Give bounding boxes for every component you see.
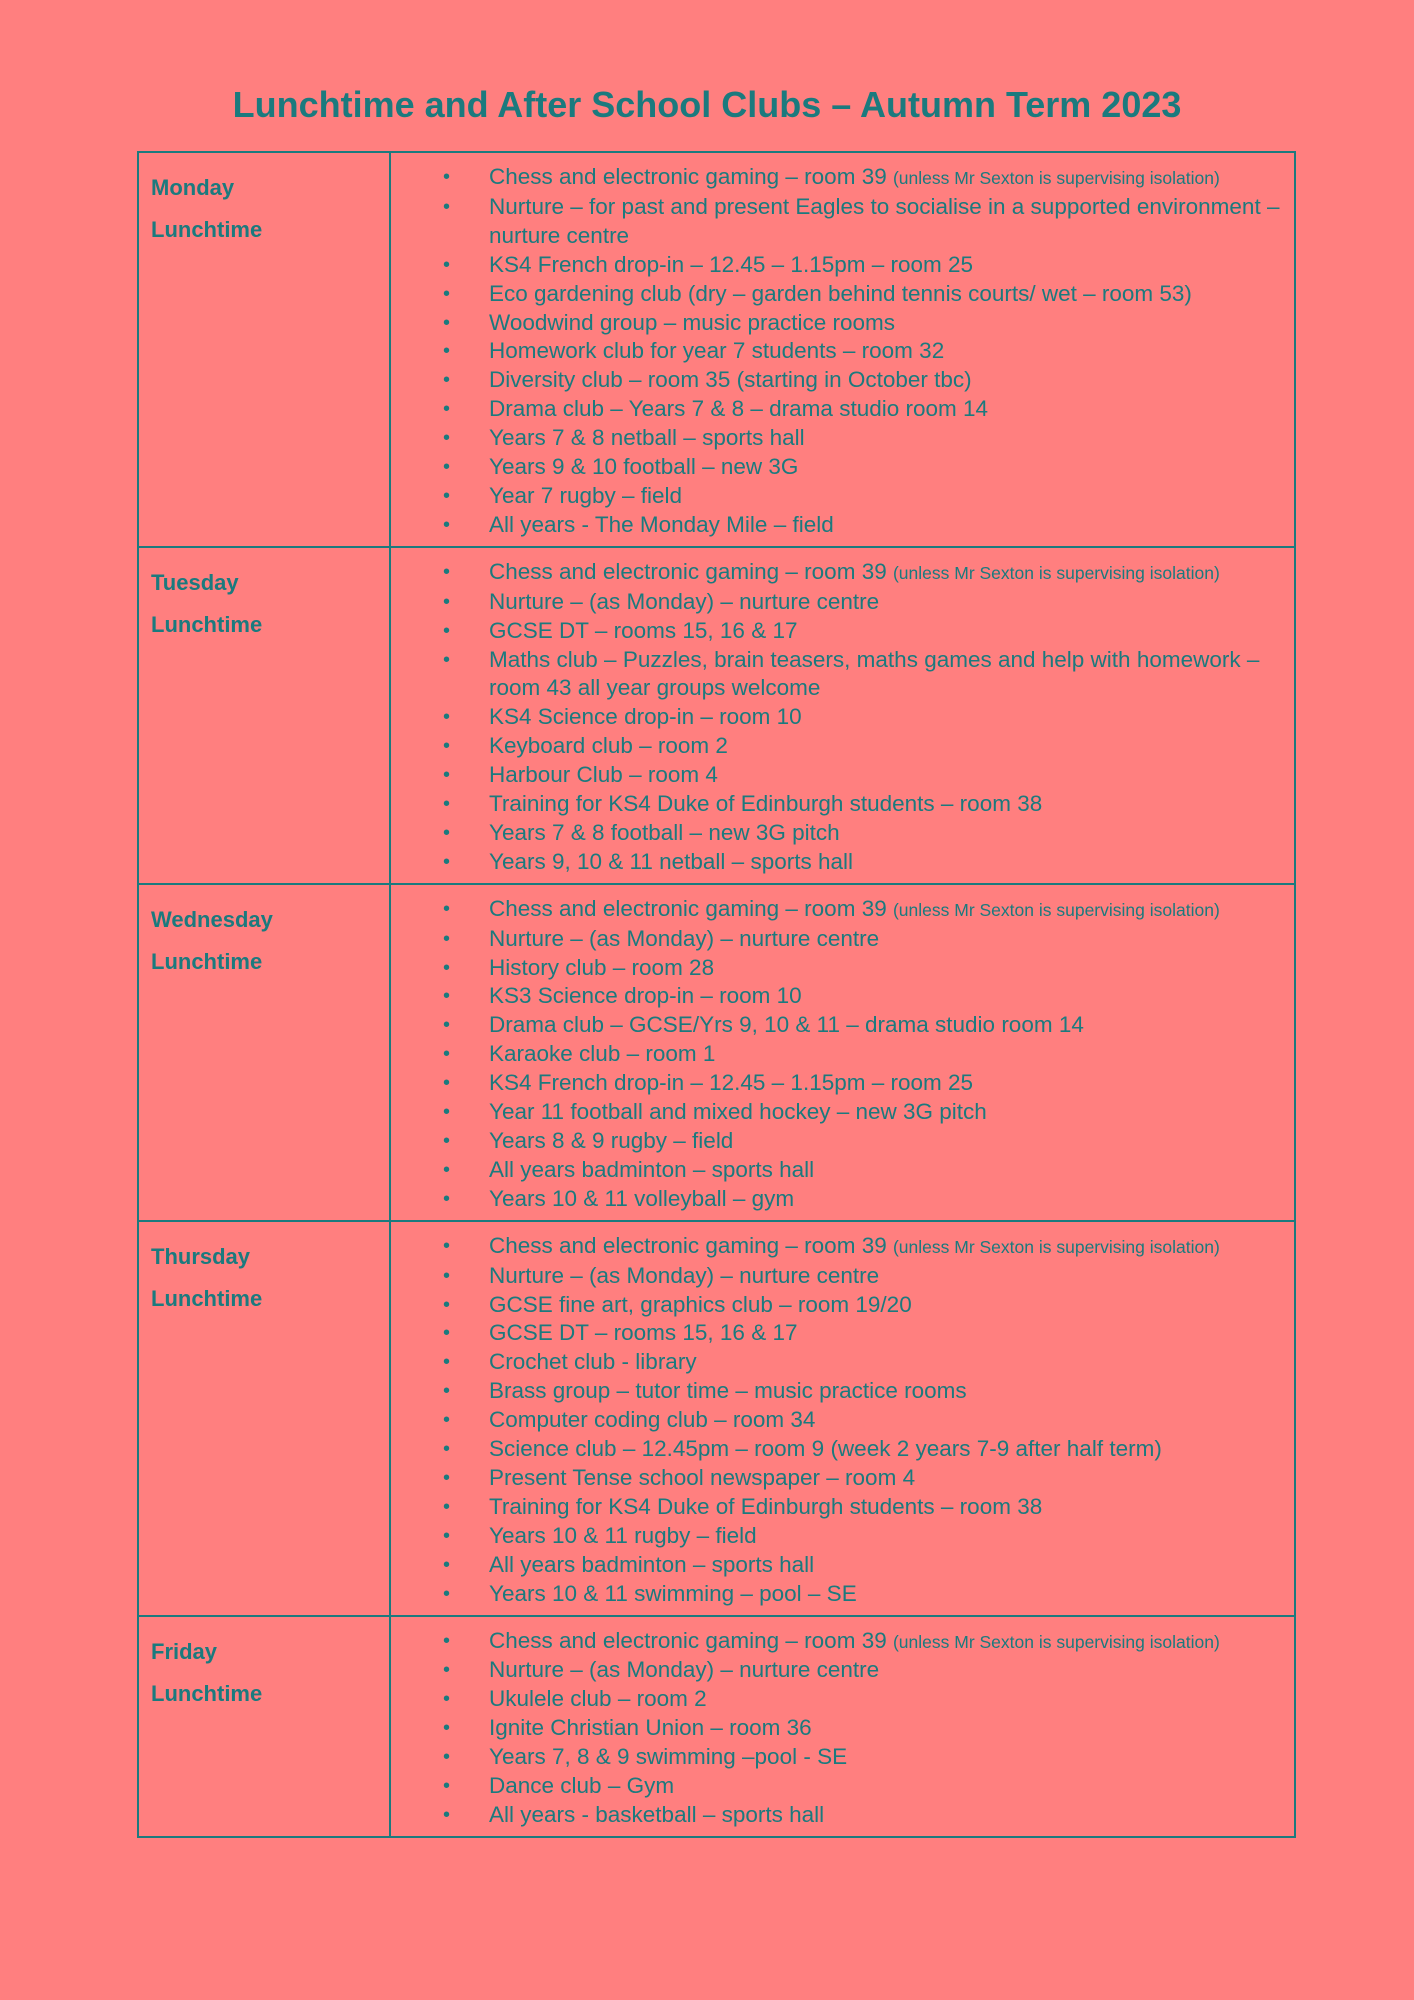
club-item [391,1685,1286,1714]
club-item [391,1551,1286,1580]
club-item [391,703,1286,732]
club-item [391,453,1286,482]
club-item [391,337,1286,366]
club-text: Years 9 & 10 football – new 3G [489,454,799,480]
day-row-tuesday [138,547,1295,884]
club-item [391,1772,1286,1801]
club-text: Karaoke club – room 1 [489,1041,716,1067]
club-text: Chess and electronic gaming – room 39 [489,164,893,189]
clubs-cell [390,1616,1295,1837]
day-period: Lunchtime [151,1680,263,1706]
club-text: Years 9, 10 & 11 netball – sports hall [489,848,853,874]
club-text: KS4 French drop-in – 12.45 – 1.15pm – room 25 [489,251,974,277]
club-text: GCSE DT – rooms 15, 16 & 17 [489,1320,798,1346]
club-text: Chess and electronic gaming – room 39 [489,1627,893,1653]
day-cell [138,1616,390,1837]
club-item [391,1291,1286,1320]
club-item [391,309,1286,338]
club-item [391,1262,1286,1291]
club-text: Year 7 rugby – field [489,482,683,508]
day-row-monday [138,152,1295,547]
clubs-cell [390,152,1295,547]
club-text: Science club – 12.45pm – room 9 (week 2 years 7-9 after half term) [489,1436,1162,1462]
day-name: Tuesday [151,569,239,595]
club-item [391,482,1286,511]
club-text: Training for KS4 Duke of Edinburgh students – room 38 [489,1493,1043,1519]
club-text: Years 8 & 9 rugby – field [489,1128,734,1153]
clubs-cell [390,1221,1295,1616]
club-text: Years 7 & 8 football – new 3G pitch [489,819,840,845]
club-item [391,424,1286,453]
club-item [391,1069,1286,1098]
club-note: (unless Mr Sexton is supervising isolation) [892,899,1220,920]
club-text: Diversity club – room 35 (starting in October tbc) [489,367,972,393]
club-item [391,1348,1286,1377]
club-text: Drama club – Years 7 & 8 – drama studio room 14 [489,396,989,422]
club-text: Woodwind group – music practice rooms [489,309,896,335]
club-item [391,1464,1286,1493]
club-item [391,511,1286,540]
club-item [391,1493,1286,1522]
club-text: Drama club – GCSE/Yrs 9, 10 & 11 – drama studio room 14 [489,1012,1084,1038]
day-period: Lunchtime [151,217,263,242]
clubs-cell [390,547,1295,884]
club-item [391,1185,1286,1214]
club-item [391,1801,1286,1830]
club-item [391,895,1286,925]
club-text: Computer coding club – room 34 [489,1407,816,1433]
club-item [391,1011,1286,1040]
club-text: Years 10 & 11 volleyball – gym [489,1185,795,1211]
day-row-wednesday [138,884,1295,1221]
clubs-cell [390,884,1295,1221]
club-text: Homework club for year 7 students – room 32 [489,338,945,364]
club-item [391,280,1286,309]
club-text: Present Tense school newspaper – room 4 [489,1464,916,1490]
club-item [391,1127,1286,1156]
club-text: Years 10 & 11 swimming – pool – SE [489,1580,857,1606]
club-text: All years - basketball – sports hall [489,1801,825,1827]
day-period: Lunchtime [151,1285,263,1311]
club-text: Nurture – (as Monday) – nurture centre [489,1262,880,1288]
club-text: Chess and electronic gaming – room 39 [489,1232,893,1258]
club-item [391,761,1286,790]
club-note: (unless Mr Sexton is supervising isolation) [892,168,1220,188]
club-text: Training for KS4 Duke of Edinburgh students – room 38 [489,791,1043,817]
club-item [391,1656,1286,1685]
club-item [391,790,1286,819]
day-name: Wednesday [151,906,273,932]
day-cell [138,884,390,1221]
club-text: Brass group – tutor time – music practice rooms [489,1378,967,1404]
club-item [391,588,1286,617]
club-text: Ignite Christian Union – room 36 [489,1715,812,1741]
day-cell [138,547,390,884]
club-item [391,1522,1286,1551]
day-name: Thursday [151,1243,251,1269]
club-item [391,1232,1286,1262]
club-item [391,1627,1286,1657]
club-text: Maths club – Puzzles, brain teasers, maths games and help with homework – room 43 all year groups welcome [489,646,1260,701]
clubs-list [391,153,1294,546]
club-item [391,954,1286,983]
club-text: Chess and electronic gaming – room 39 [489,558,893,584]
day-period: Lunchtime [151,948,263,974]
club-item [391,925,1286,954]
club-item [391,193,1286,251]
club-item [391,848,1286,877]
club-text: KS4 French drop-in – 12.45 – 1.15pm – room 25 [489,1070,974,1096]
club-item [391,1580,1286,1609]
clubs-list [391,885,1294,1220]
day-name: Friday [151,1638,218,1664]
club-item [391,1435,1286,1464]
club-item [391,1406,1286,1435]
day-period: Lunchtime [151,611,263,637]
club-note: (unless Mr Sexton is supervising isolation) [892,1631,1220,1652]
club-item [391,646,1286,704]
club-text: Keyboard club – room 2 [489,733,728,759]
club-item [391,1098,1286,1127]
club-text: Ukulele club – room 2 [489,1686,707,1712]
day-row-thursday [138,1221,1295,1616]
club-item [391,1743,1286,1772]
day-cell [138,1221,390,1616]
club-text: All years badminton – sports hall [489,1156,815,1182]
club-text: Years 7 & 8 netball – sports hall [489,425,805,451]
clubs-list [391,548,1294,883]
club-text: All years - The Monday Mile – field [489,511,834,537]
club-item [391,1156,1286,1185]
club-text: Chess and electronic gaming – room 39 [489,895,893,921]
club-text: All years badminton – sports hall [489,1551,815,1577]
club-text: Years 7, 8 & 9 swimming –pool - SE [489,1744,848,1770]
club-text: GCSE fine art, graphics club – room 19/20 [489,1291,912,1317]
club-item [391,251,1286,280]
clubs-list [391,1222,1294,1615]
club-item [391,395,1286,424]
club-note: (unless Mr Sexton is supervising isolation) [892,1236,1220,1257]
club-item [391,982,1286,1011]
club-text: Nurture – (as Monday) – nurture centre [489,1657,880,1683]
club-item [391,558,1286,588]
club-text: Nurture – for past and present Eagles to socialise in a supported environment – nurture centre [489,193,1280,248]
club-text: KS3 Science drop-in – room 10 [489,983,802,1009]
club-text: Nurture – (as Monday) – nurture centre [489,925,880,951]
club-item [391,366,1286,395]
club-text: History club – room 28 [489,954,715,980]
club-text: Harbour Club – room 4 [489,762,718,788]
club-item [391,617,1286,646]
club-text: Years 10 & 11 rugby – field [489,1522,757,1548]
club-text: Crochet club - library [489,1349,697,1375]
day-row-friday [138,1616,1295,1837]
clubs-list [391,1617,1294,1836]
club-text: GCSE DT – rooms 15, 16 & 17 [489,617,798,643]
club-item [391,1319,1286,1348]
club-text: Year 11 football and mixed hockey – new 3G pitch [489,1099,987,1125]
clubs-schedule-table [137,151,1296,1838]
club-text: Dance club – Gym [489,1773,675,1799]
club-text: Nurture – (as Monday) – nurture centre [489,588,880,614]
club-item [391,1377,1286,1406]
page-title: Lunchtime and After School Clubs – Autumn Term 2023 [232,84,1182,125]
club-note: (unless Mr Sexton is supervising isolation) [892,562,1220,583]
club-item [391,1040,1286,1069]
club-text: KS4 Science drop-in – room 10 [489,704,802,730]
club-text: Eco gardening club (dry – garden behind tennis courts/ wet – room 53) [489,280,1192,306]
club-item [391,819,1286,848]
club-item [391,1714,1286,1743]
day-name: Monday [151,175,235,200]
club-item [391,163,1286,193]
club-item [391,732,1286,761]
day-cell [138,152,390,547]
